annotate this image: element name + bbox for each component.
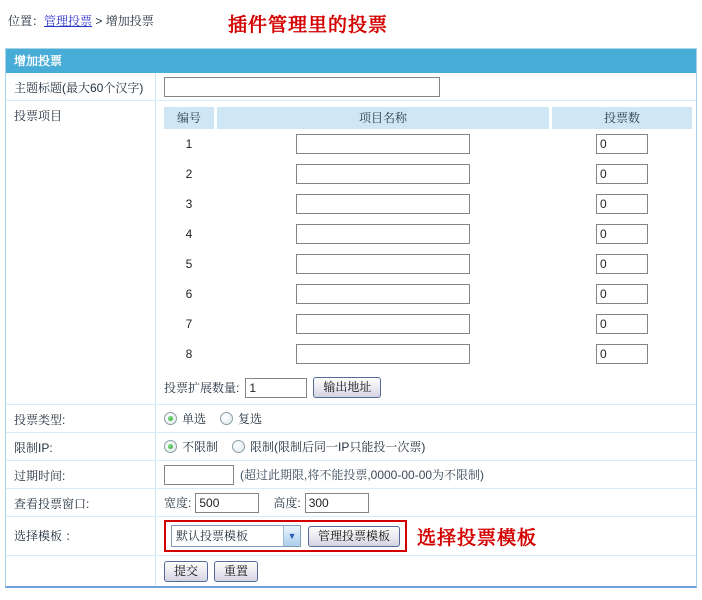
item-votes-input-4[interactable] bbox=[596, 224, 648, 244]
height-input[interactable] bbox=[305, 493, 369, 513]
subject-title-row bbox=[6, 73, 696, 101]
subject-title-input[interactable] bbox=[164, 77, 440, 97]
poll-items-row bbox=[6, 101, 696, 405]
poll-type-label: 投票类型: bbox=[6, 405, 156, 432]
item-votes-input-1[interactable] bbox=[596, 134, 648, 154]
item-votes-input-3[interactable] bbox=[596, 194, 648, 214]
radio-label: 复选 bbox=[238, 412, 263, 426]
subject-title-label: 主题标题(最大60个汉字) bbox=[6, 73, 156, 100]
height-label: 高度: bbox=[273, 496, 301, 510]
item-number: 3 bbox=[185, 197, 193, 211]
template-select-value: 默认投票模板 bbox=[176, 529, 249, 543]
item-number: 7 bbox=[185, 317, 193, 331]
width-label: 宽度: bbox=[164, 496, 192, 510]
item-name-input-6[interactable] bbox=[296, 284, 470, 304]
item-name-input-1[interactable] bbox=[296, 134, 470, 154]
radio-option-no-limit[interactable] bbox=[164, 438, 218, 455]
red-highlight-box bbox=[164, 520, 407, 552]
item-votes-input-6[interactable] bbox=[596, 284, 648, 304]
radio-icon[interactable] bbox=[232, 440, 245, 453]
radio-icon[interactable] bbox=[164, 440, 177, 453]
breadcrumb-separator: > bbox=[92, 14, 106, 28]
item-votes-input-8[interactable] bbox=[596, 344, 648, 364]
col-header-item-name: 项目名称 bbox=[217, 107, 549, 129]
extend-quantity-label: 投票扩展数量: bbox=[164, 381, 240, 395]
item-number: 8 bbox=[185, 347, 193, 361]
radio-icon[interactable] bbox=[220, 412, 233, 425]
actions-empty-label bbox=[6, 556, 156, 586]
red-annotation-template: 选择投票模板 bbox=[417, 527, 538, 549]
breadcrumb-link-manage-votes[interactable]: 管理投票 bbox=[44, 14, 93, 28]
radio-label: 单选 bbox=[182, 412, 207, 426]
width-input[interactable] bbox=[195, 493, 259, 513]
item-name-input-8[interactable] bbox=[296, 344, 470, 364]
red-annotation-top: 插件管理里的投票 bbox=[228, 15, 389, 36]
poll-type-row bbox=[6, 405, 696, 433]
item-name-input-7[interactable] bbox=[296, 314, 470, 334]
radio-option-multiple[interactable] bbox=[220, 410, 262, 427]
extend-quantity-input[interactable] bbox=[245, 378, 307, 398]
item-name-input-2[interactable] bbox=[296, 164, 470, 184]
reset-button[interactable]: 重置 bbox=[214, 561, 258, 582]
add-poll-panel bbox=[5, 48, 697, 588]
radio-icon[interactable] bbox=[164, 412, 177, 425]
submit-button[interactable]: 提交 bbox=[164, 561, 208, 582]
expire-time-hint: (超过此期限,将不能投票,0000-00-00为不限制) bbox=[240, 468, 485, 482]
item-name-input-5[interactable] bbox=[296, 254, 470, 274]
template-select[interactable] bbox=[171, 525, 301, 547]
view-window-label: 查看投票窗口: bbox=[6, 489, 156, 516]
expire-time-input[interactable] bbox=[164, 465, 234, 485]
radio-label: 不限制 bbox=[182, 440, 219, 454]
breadcrumb-prefix: 位置： bbox=[8, 14, 45, 28]
ip-limit-row bbox=[6, 433, 696, 461]
expire-time-row bbox=[6, 461, 696, 489]
item-votes-input-7[interactable] bbox=[596, 314, 648, 334]
radio-option-single[interactable] bbox=[164, 410, 206, 427]
radio-label: 限制(限制后同一IP只能投一次票) bbox=[250, 440, 426, 454]
col-header-number: 编号 bbox=[164, 107, 214, 129]
extend-quantity-row bbox=[164, 377, 692, 398]
output-address-button[interactable]: 输出地址 bbox=[313, 377, 381, 398]
col-header-vote-count: 投票数 bbox=[552, 107, 692, 129]
poll-items-label: 投票项目 bbox=[6, 101, 156, 404]
item-votes-input-5[interactable] bbox=[596, 254, 648, 274]
template-row bbox=[6, 517, 696, 556]
template-label: 选择模板 ： bbox=[6, 517, 156, 555]
actions-row bbox=[6, 556, 696, 586]
item-name-input-4[interactable] bbox=[296, 224, 470, 244]
item-number: 2 bbox=[185, 167, 193, 181]
breadcrumb-current: 增加投票 bbox=[105, 14, 154, 28]
panel-title: 增加投票 bbox=[6, 49, 696, 73]
ip-limit-label: 限制IP: bbox=[6, 433, 156, 460]
item-votes-input-2[interactable] bbox=[596, 164, 648, 184]
item-number: 4 bbox=[185, 227, 193, 241]
item-name-input-3[interactable] bbox=[296, 194, 470, 214]
expire-time-label: 过期时间: bbox=[6, 461, 156, 488]
item-number: 1 bbox=[185, 137, 193, 151]
top-bar bbox=[0, 0, 702, 48]
radio-option-limit[interactable] bbox=[232, 438, 425, 455]
item-number: 5 bbox=[185, 257, 193, 271]
chevron-down-icon[interactable]: ▼ bbox=[283, 526, 300, 546]
poll-items-table bbox=[164, 107, 692, 398]
item-number: 6 bbox=[185, 287, 193, 301]
breadcrumb bbox=[8, 12, 154, 29]
manage-templates-button[interactable]: 管理投票模板 bbox=[308, 526, 400, 547]
view-window-row bbox=[6, 489, 696, 517]
